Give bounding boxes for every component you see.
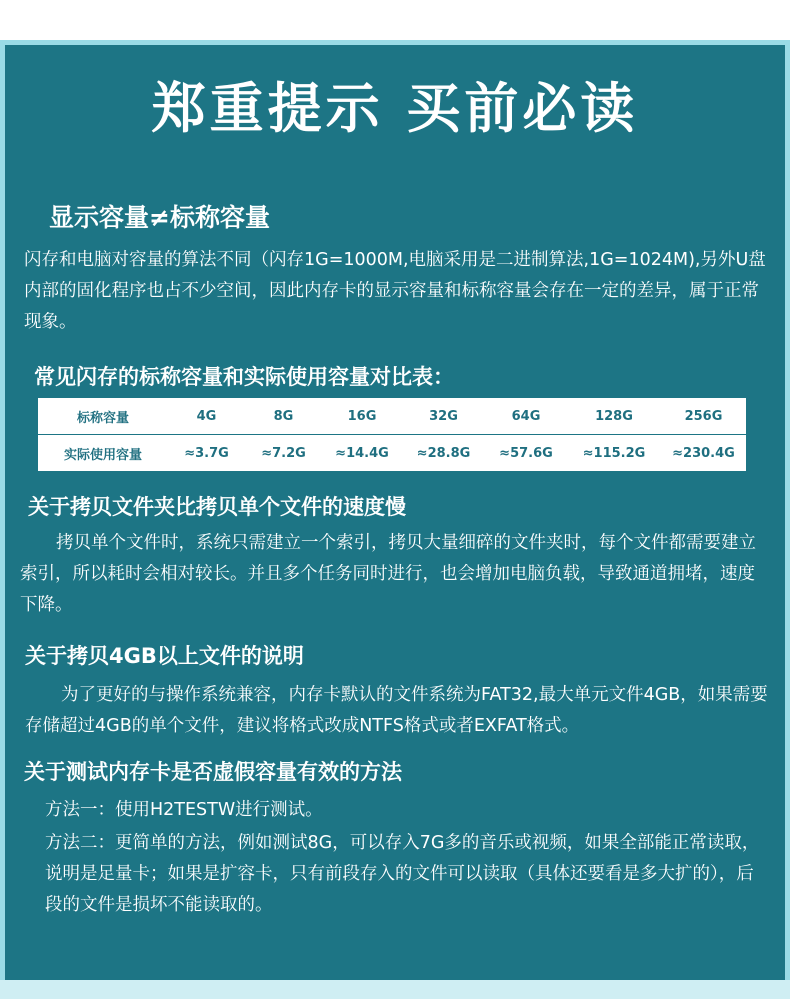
table-cell: ≈3.7G — [184, 445, 229, 461]
section-heading-copy-speed: 关于拷贝文件夹比拷贝单个文件的速度慢 — [28, 495, 406, 519]
capacity-table — [38, 398, 746, 471]
table-cell: 8G — [245, 398, 322, 435]
method-two: 方法二：更简单的方法，例如测试8G，可以存入7G多的音乐或视频，如果全部能正常读取，说明是足量卡；如果是扩容卡，只有前段存入的文件可以读取（具体还要看是多大扩的），后段的文件是损坏不能读取的。 — [45, 833, 760, 915]
table-cell: 标称容量 — [38, 398, 168, 435]
section-heading-table: 常见闪存的标称容量和实际使用容量对比表： — [34, 365, 454, 389]
section-body-capacity: 闪存和电脑对容量的算法不同（闪存1G=1000M,电脑采用是二进制算法,1G=1024M),另外U盘内部的固化程序也占不少空间，因此内存卡的显示容量和标称容量会存在一定的差异，属于正常现象。 — [24, 250, 766, 332]
table-cell: ≈230.4G — [672, 445, 735, 461]
table-row-nominal — [38, 398, 746, 435]
table-cell: 32G — [402, 398, 485, 435]
method-one: 方法一：使用H2TESTW进行测试。 — [45, 800, 323, 820]
table-cell: 4G — [168, 398, 245, 435]
table-cell: ≈14.4G — [335, 445, 389, 461]
table-cell: ≈115.2G — [582, 445, 646, 461]
table-cell: ≈7.2G — [261, 445, 306, 461]
table-cell: 64G — [485, 398, 567, 435]
section-heading-capacity: 显示容量≠标称容量 — [49, 203, 270, 232]
table-cell: 256G — [661, 398, 746, 435]
bottom-strip — [0, 980, 790, 999]
section-heading-test: 关于测试内存卡是否虚假容量有效的方法 — [24, 760, 402, 784]
table-cell: 16G — [322, 398, 402, 435]
table-cell: 实际使用容量 — [63, 447, 142, 463]
table-cell: ≈57.6G — [499, 445, 553, 461]
page-title: 郑重提示 买前必读 — [151, 77, 639, 140]
section-body-copy-speed: 拷贝单个文件时，系统只需建立一个索引，拷贝大量细碎的文件夹时，每个文件都需要建立索引，所以耗时会相对较长。并且多个任务同时进行，也会增加电脑负载，导致通道拥堵，速度下降。 — [20, 533, 756, 615]
table-cell: ≈28.8G — [416, 445, 471, 461]
table-row-actual — [38, 435, 746, 472]
section-heading-4gb: 关于拷贝4GB以上文件的说明 — [25, 644, 304, 668]
section-body-4gb: 为了更好的与操作系统兼容，内存卡默认的文件系统为FAT32,最大单元文件4GB，如果需要存储超过4GB的单个文件，建议将格式改成NTFS格式或者EXFAT格式。 — [25, 685, 768, 736]
table-cell: 128G — [567, 398, 661, 435]
